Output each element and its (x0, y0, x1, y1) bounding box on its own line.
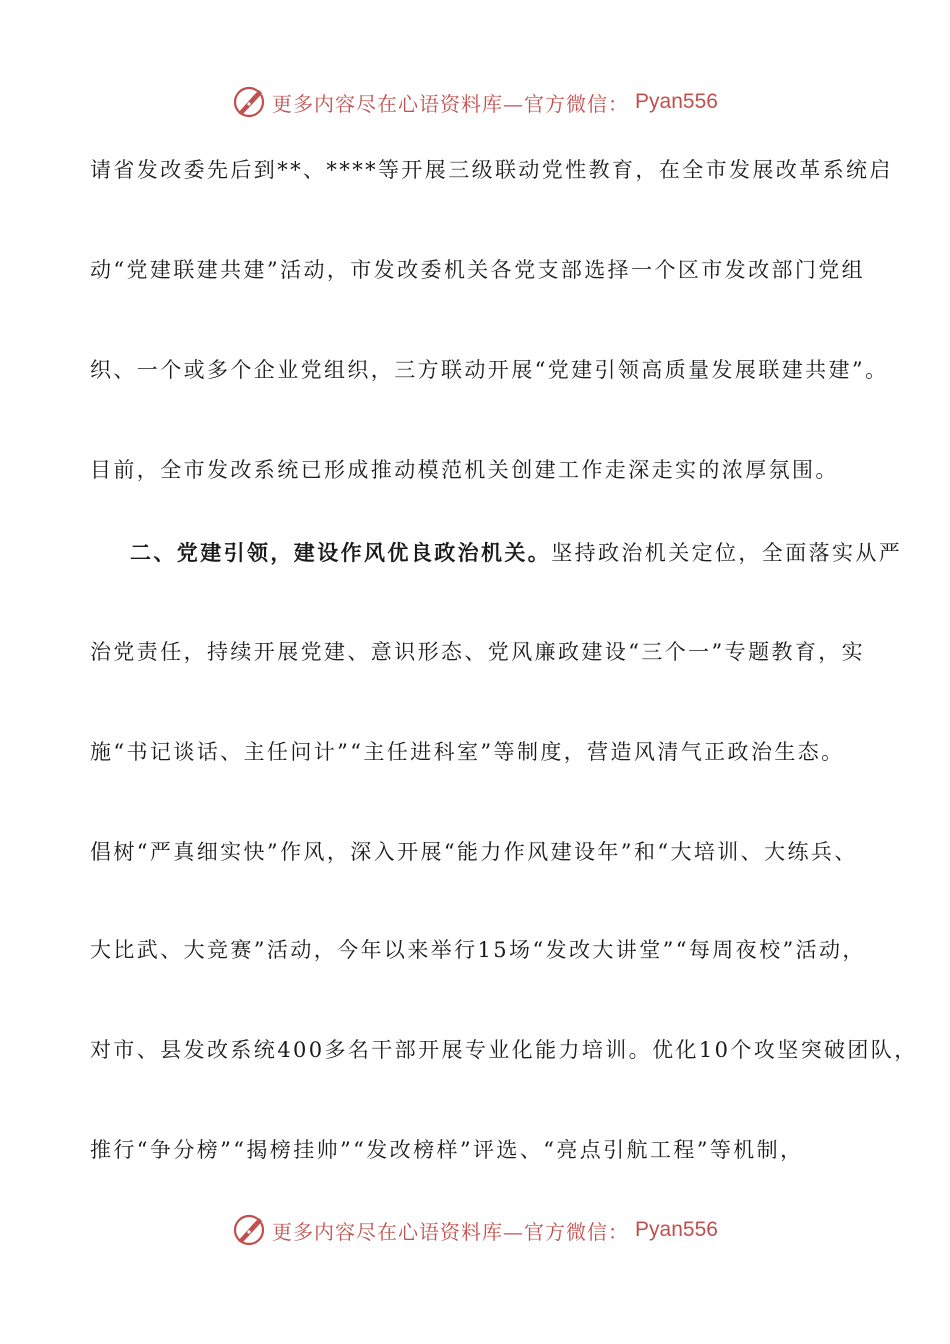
banner-text: 更多内容尽在心语资料库—官方微信： (272, 1219, 630, 1244)
body-line: 施“书记谈话、主任问计”“主任进科室”等制度，营造风清气正政治生态。 (90, 740, 845, 764)
pen-nib-circle-logo (232, 85, 266, 119)
section-first-line-rest: 坚持政治机关定位，全面落实从严 (551, 541, 903, 565)
body-line: 动“党建联建共建”活动，市发改委机关各党支部选择一个区市发改部门党组 (90, 258, 866, 282)
body-line: 大比武、大竞赛”活动，今年以来举行15场“发改大讲堂”“每周夜校”活动， (90, 938, 866, 962)
pen-nib-circle-logo (232, 1213, 266, 1247)
body-line: 治党责任，持续开展党建、意识形态、党风廉政建设“三个一”专题教育，实 (90, 640, 866, 664)
body-line: 织、一个或多个企业党组织，三方联动开展“党建引领高质量发展联建共建”。 (90, 358, 889, 382)
body-line: 推行“争分榜”“揭榜挂帅”“发改榜样”评选、“亮点引航工程”等机制， (90, 1138, 804, 1162)
body-line: 对市、县发改系统400多名干部开展专业化能力培训。优化10个攻坚突破团队， (90, 1038, 918, 1062)
section-heading: 二、党建引领，建设作风优良政治机关。 (130, 540, 552, 565)
body-line: 请省发改委先后到**、****等开展三级联动党性教育，在全市发展改革系统启 (90, 158, 893, 182)
section-heading-line (130, 538, 903, 568)
footer-banner (0, 1210, 950, 1250)
banner-wechat-id: Pyan556 (635, 90, 718, 113)
banner-text: 更多内容尽在心语资料库—官方微信： (272, 91, 630, 116)
banner-wechat-id: Pyan556 (635, 1218, 718, 1241)
body-line: 目前，全市发改系统已形成推动模范机关创建工作走深走实的浓厚氛围。 (90, 458, 839, 482)
header-banner (0, 82, 950, 122)
body-line: 倡树“严真细实快”作风，深入开展“能力作风建设年”和“大培训、大练兵、 (90, 840, 858, 864)
